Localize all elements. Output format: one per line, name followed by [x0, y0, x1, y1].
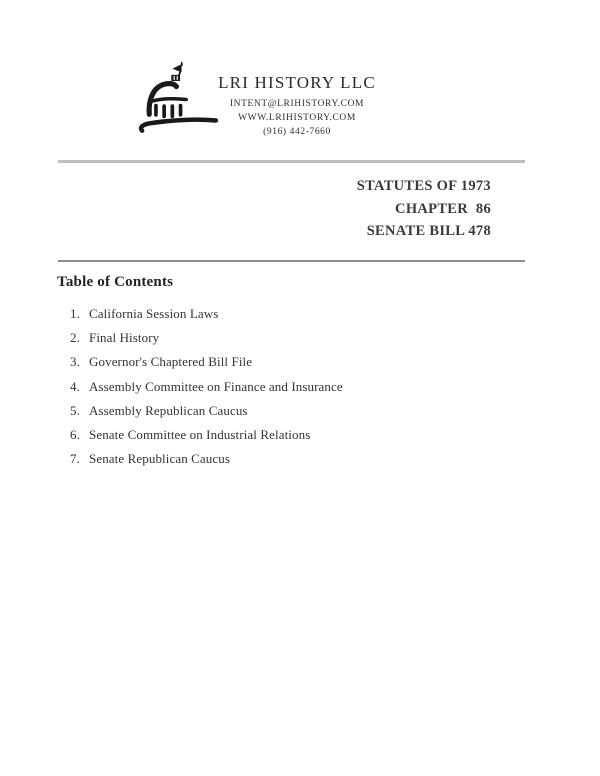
toc-item-number: 5. [70, 402, 80, 418]
toc-item [70, 354, 343, 378]
toc-item-label: Assembly Republican Caucus [89, 402, 248, 418]
toc-item [70, 427, 343, 451]
toc-item-number: 4. [70, 378, 80, 394]
toc-item-label: Senate Committee on Industrial Relations [89, 426, 311, 442]
company-name: LRI HISTORY LLC [218, 73, 376, 92]
toc-item-label: California Session Laws [89, 306, 219, 321]
toc-item-label: Assembly Committee on Finance and Insurance [89, 378, 343, 394]
toc-item [70, 306, 343, 330]
toc-item-label: Governor's Chaptered Bill File [89, 354, 253, 370]
toc-item-number: 3. [70, 354, 80, 370]
toc-item-number: 2. [70, 330, 80, 346]
toc-item [70, 403, 343, 427]
senate-bill-line: SENATE BILL 478 [366, 223, 491, 239]
company-website: WWW.LRIHISTORY.COM [238, 112, 356, 123]
horizontal-rule-top [58, 160, 525, 163]
toc-item-number: 1. [70, 306, 80, 321]
toc-item [70, 330, 343, 354]
toc-item [70, 451, 343, 475]
company-phone: (916) 442-7660 [263, 126, 331, 137]
toc-list [70, 306, 343, 475]
statutes-year-line: STATUTES OF 1973 [356, 178, 491, 194]
toc-item-label: Senate Republican Caucus [89, 451, 231, 467]
letterhead [97, 72, 497, 139]
statute-reference [357, 175, 491, 243]
toc-item [70, 379, 343, 403]
toc-item-number: 7. [70, 451, 80, 467]
toc-title: Table of Contents [57, 274, 174, 290]
horizontal-rule-bottom [58, 260, 525, 262]
company-email: INTENT@LRIHISTORY.COM [229, 99, 365, 109]
toc-item-label: Final History [89, 330, 160, 346]
chapter-line: CHAPTER 86 [395, 200, 491, 217]
toc-item-number: 6. [70, 426, 80, 442]
